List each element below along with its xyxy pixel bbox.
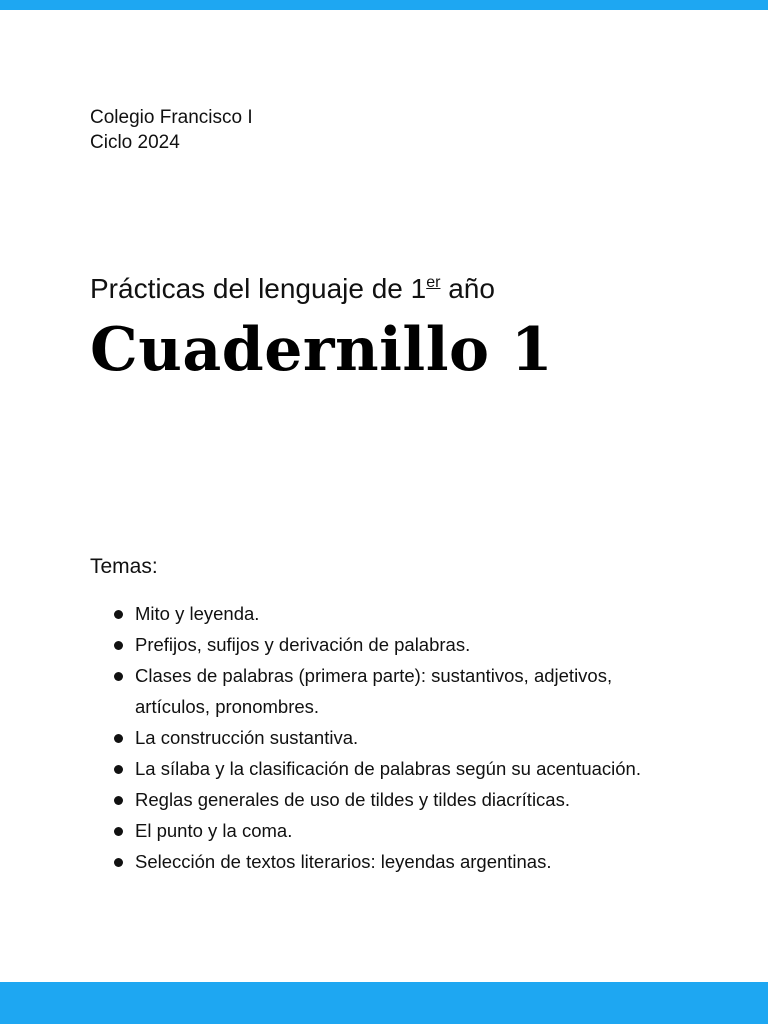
list-item [112,753,692,784]
school-cycle: Ciclo 2024 [90,132,180,153]
subject-subtitle [90,270,495,308]
list-item [112,815,692,846]
list-item [112,846,692,877]
list-item-text: El punto y la coma. [135,820,293,841]
bullet-icon [114,827,123,836]
list-item [112,660,692,722]
list-item [112,784,692,815]
bullet-icon [114,610,123,619]
page-title: Cuadernillo 1 [90,315,554,385]
list-item-text: Prefijos, sufijos y derivación de palabras. [135,634,471,655]
list-item-text: Clases de palabras (primera parte): sustantivos, adjetivos, artículos, pronombres. [135,665,613,717]
bullet-icon [114,765,123,774]
bullet-icon [114,858,123,867]
subtitle-end: año [440,273,495,304]
list-item-text: Selección de textos literarios: leyendas argentinas. [135,851,552,872]
list-item-text: Mito y leyenda. [135,603,260,624]
bullet-icon [114,641,123,650]
topics-list [112,598,692,877]
bullet-icon [114,796,123,805]
school-name: Colegio Francisco I [90,107,253,128]
subtitle-main: Prácticas del lenguaje de 1 [90,273,427,304]
topics-heading: Temas: [90,555,158,578]
list-item [112,722,692,753]
bullet-icon [114,672,123,681]
list-item [112,598,692,629]
subtitle-ordinal-suffix: er [426,274,441,291]
list-item-text: La construcción sustantiva. [135,727,359,748]
top-accent-bar [0,0,768,10]
list-item-text: La sílaba y la clasificación de palabras según su acentuación. [135,758,641,779]
bottom-accent-bar [0,982,768,1024]
list-item-text: Reglas generales de uso de tildes y tildes diacríticas. [135,789,570,810]
list-item [112,629,692,660]
bullet-icon [114,734,123,743]
school-header [90,105,253,155]
